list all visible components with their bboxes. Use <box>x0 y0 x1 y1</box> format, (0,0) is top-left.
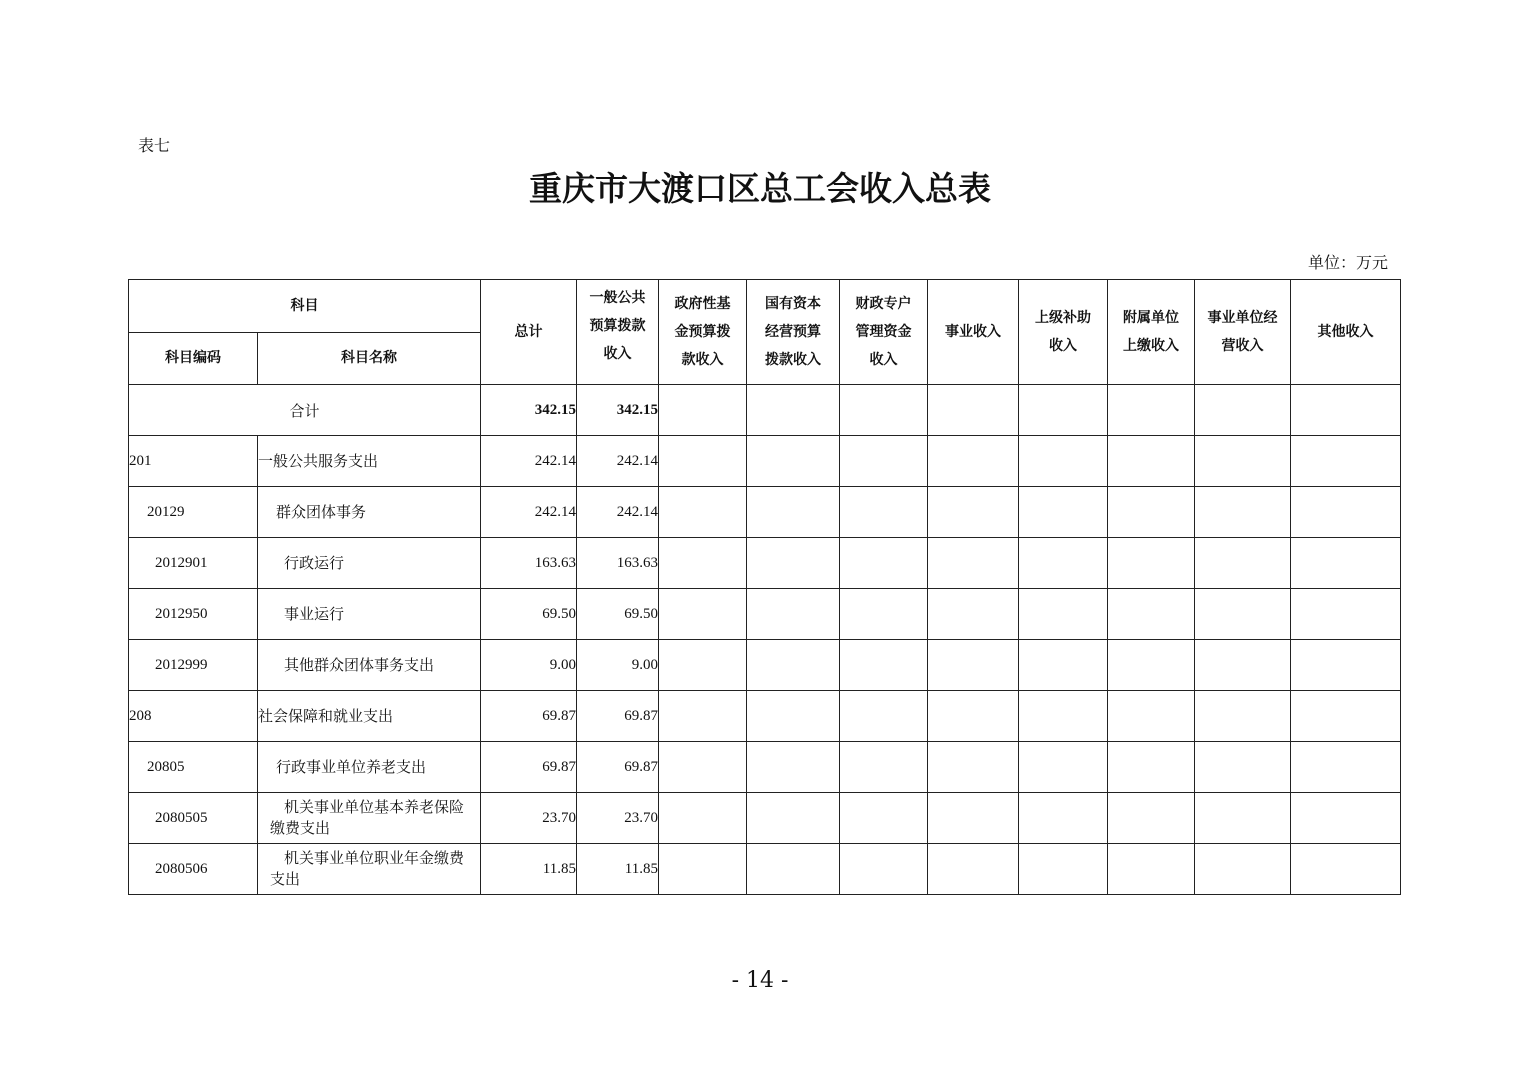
row-total: 69.87 <box>481 691 577 742</box>
header-fiscal-special <box>840 280 928 385</box>
row-code: 2012999 <box>129 640 258 691</box>
row-name: 一般公共服务支出 <box>258 436 481 487</box>
total-total: 342.15 <box>481 385 577 436</box>
empty-cell <box>1291 793 1401 844</box>
empty-cell <box>1019 844 1108 895</box>
table-row <box>129 538 1401 589</box>
empty-cell <box>1108 793 1195 844</box>
empty-cell <box>1019 691 1108 742</box>
empty-cell <box>1195 385 1291 436</box>
empty-cell <box>1108 385 1195 436</box>
row-general-budget: 11.85 <box>577 844 659 895</box>
empty-cell <box>1291 538 1401 589</box>
empty-cell <box>840 538 928 589</box>
header-superior-subsidy-text: 上级补助收入 <box>1035 310 1091 354</box>
header-subject: 科目 <box>129 280 481 333</box>
header-total: 总计 <box>481 280 577 385</box>
empty-cell <box>1195 436 1291 487</box>
empty-cell <box>747 640 840 691</box>
row-name: 机关事业单位基本养老保险缴费支出 <box>258 793 481 844</box>
empty-cell <box>1291 385 1401 436</box>
row-name: 事业运行 <box>258 589 481 640</box>
row-general-budget: 23.70 <box>577 793 659 844</box>
row-total: 23.70 <box>481 793 577 844</box>
header-name: 科目名称 <box>258 332 481 385</box>
empty-cell <box>747 589 840 640</box>
document-label: 表七 <box>138 136 171 155</box>
empty-cell <box>1019 487 1108 538</box>
row-code: 20129 <box>129 487 258 538</box>
empty-cell <box>659 691 747 742</box>
empty-cell <box>659 538 747 589</box>
empty-cell <box>1108 436 1195 487</box>
empty-cell <box>928 487 1019 538</box>
income-summary-table <box>128 279 1401 895</box>
empty-cell <box>659 385 747 436</box>
empty-cell <box>840 589 928 640</box>
table-row <box>129 793 1401 844</box>
row-name: 社会保障和就业支出 <box>258 691 481 742</box>
row-general-budget: 69.87 <box>577 691 659 742</box>
empty-cell <box>840 742 928 793</box>
header-code: 科目编码 <box>129 332 258 385</box>
empty-cell <box>1195 538 1291 589</box>
row-total: 11.85 <box>481 844 577 895</box>
empty-cell <box>1108 742 1195 793</box>
table-row <box>129 640 1401 691</box>
empty-cell <box>1195 640 1291 691</box>
empty-cell <box>1108 640 1195 691</box>
header-fiscal-special-text: 财政专户管理资金收入 <box>855 296 912 368</box>
row-general-budget: 9.00 <box>577 640 659 691</box>
table-row <box>129 844 1401 895</box>
empty-cell <box>1195 691 1291 742</box>
empty-cell <box>659 436 747 487</box>
header-affiliated-payment-text: 附属单位上缴收入 <box>1123 310 1179 354</box>
header-gov-fund <box>659 280 747 385</box>
empty-cell <box>928 589 1019 640</box>
table-row <box>129 487 1401 538</box>
empty-cell <box>1019 742 1108 793</box>
empty-cell <box>1019 640 1108 691</box>
empty-cell <box>840 385 928 436</box>
empty-cell <box>1108 589 1195 640</box>
empty-cell <box>840 487 928 538</box>
row-code: 2012901 <box>129 538 258 589</box>
empty-cell <box>840 436 928 487</box>
empty-cell <box>1291 742 1401 793</box>
empty-cell <box>1108 691 1195 742</box>
unit-label: 单位：万元 <box>1307 253 1388 272</box>
empty-cell <box>1195 742 1291 793</box>
row-general-budget: 69.50 <box>577 589 659 640</box>
header-business-operation <box>1195 280 1291 385</box>
empty-cell <box>1019 385 1108 436</box>
empty-cell <box>1108 487 1195 538</box>
empty-cell <box>840 691 928 742</box>
empty-cell <box>747 691 840 742</box>
total-label: 合计 <box>129 385 481 436</box>
row-general-budget: 69.87 <box>577 742 659 793</box>
empty-cell <box>928 691 1019 742</box>
empty-cell <box>1019 793 1108 844</box>
empty-cell <box>659 589 747 640</box>
table-row <box>129 691 1401 742</box>
header-other-income: 其他收入 <box>1291 280 1401 385</box>
row-total: 69.50 <box>481 589 577 640</box>
row-code: 208 <box>129 691 258 742</box>
row-name: 行政事业单位养老支出 <box>258 742 481 793</box>
header-superior-subsidy <box>1019 280 1108 385</box>
empty-cell <box>928 844 1019 895</box>
empty-cell <box>928 640 1019 691</box>
row-total: 69.87 <box>481 742 577 793</box>
empty-cell <box>1291 589 1401 640</box>
row-total: 242.14 <box>481 487 577 538</box>
empty-cell <box>659 487 747 538</box>
empty-cell <box>928 742 1019 793</box>
page-number: - 14 - <box>731 968 789 993</box>
empty-cell <box>747 436 840 487</box>
empty-cell <box>659 793 747 844</box>
header-state-capital <box>747 280 840 385</box>
empty-cell <box>1019 538 1108 589</box>
empty-cell <box>1195 487 1291 538</box>
table-row <box>129 742 1401 793</box>
row-name: 机关事业单位职业年金缴费支出 <box>258 844 481 895</box>
empty-cell <box>928 385 1019 436</box>
empty-cell <box>928 793 1019 844</box>
header-business-operation-text: 事业单位经营收入 <box>1207 310 1278 354</box>
header-state-capital-text: 国有资本经营预算拨款收入 <box>765 296 821 368</box>
empty-cell <box>659 844 747 895</box>
table-row <box>129 436 1401 487</box>
table-row <box>129 589 1401 640</box>
row-general-budget: 242.14 <box>577 487 659 538</box>
row-name: 行政运行 <box>258 538 481 589</box>
empty-cell <box>747 487 840 538</box>
row-total: 163.63 <box>481 538 577 589</box>
empty-cell <box>840 640 928 691</box>
header-gov-fund-text: 政府性基金预算拨款收入 <box>674 296 731 368</box>
empty-cell <box>1108 538 1195 589</box>
empty-cell <box>928 538 1019 589</box>
total-row <box>129 385 1401 436</box>
row-code: 20805 <box>129 742 258 793</box>
empty-cell <box>1291 436 1401 487</box>
row-general-budget: 242.14 <box>577 436 659 487</box>
empty-cell <box>1195 844 1291 895</box>
empty-cell <box>1195 589 1291 640</box>
empty-cell <box>747 793 840 844</box>
header-general-budget <box>577 280 659 385</box>
header-affiliated-payment <box>1108 280 1195 385</box>
empty-cell <box>1291 487 1401 538</box>
empty-cell <box>928 436 1019 487</box>
row-name: 群众团体事务 <box>258 487 481 538</box>
empty-cell <box>1019 436 1108 487</box>
total-general-budget: 342.15 <box>577 385 659 436</box>
empty-cell <box>1019 589 1108 640</box>
empty-cell <box>747 385 840 436</box>
row-code: 201 <box>129 436 258 487</box>
row-general-budget: 163.63 <box>577 538 659 589</box>
row-total: 242.14 <box>481 436 577 487</box>
empty-cell <box>1108 844 1195 895</box>
empty-cell <box>1291 844 1401 895</box>
page-title: 重庆市大渡口区总工会收入总表 <box>529 169 991 208</box>
row-name: 其他群众团体事务支出 <box>258 640 481 691</box>
empty-cell <box>659 640 747 691</box>
row-code: 2012950 <box>129 589 258 640</box>
empty-cell <box>1195 793 1291 844</box>
empty-cell <box>747 742 840 793</box>
row-code: 2080506 <box>129 844 258 895</box>
empty-cell <box>840 793 928 844</box>
row-total: 9.00 <box>481 640 577 691</box>
row-code: 2080505 <box>129 793 258 844</box>
empty-cell <box>747 844 840 895</box>
empty-cell <box>747 538 840 589</box>
empty-cell <box>840 844 928 895</box>
header-general-budget-text: 一般公共预算拨款收入 <box>589 290 646 362</box>
empty-cell <box>659 742 747 793</box>
empty-cell <box>1291 640 1401 691</box>
header-business-income: 事业收入 <box>928 280 1019 385</box>
empty-cell <box>1291 691 1401 742</box>
